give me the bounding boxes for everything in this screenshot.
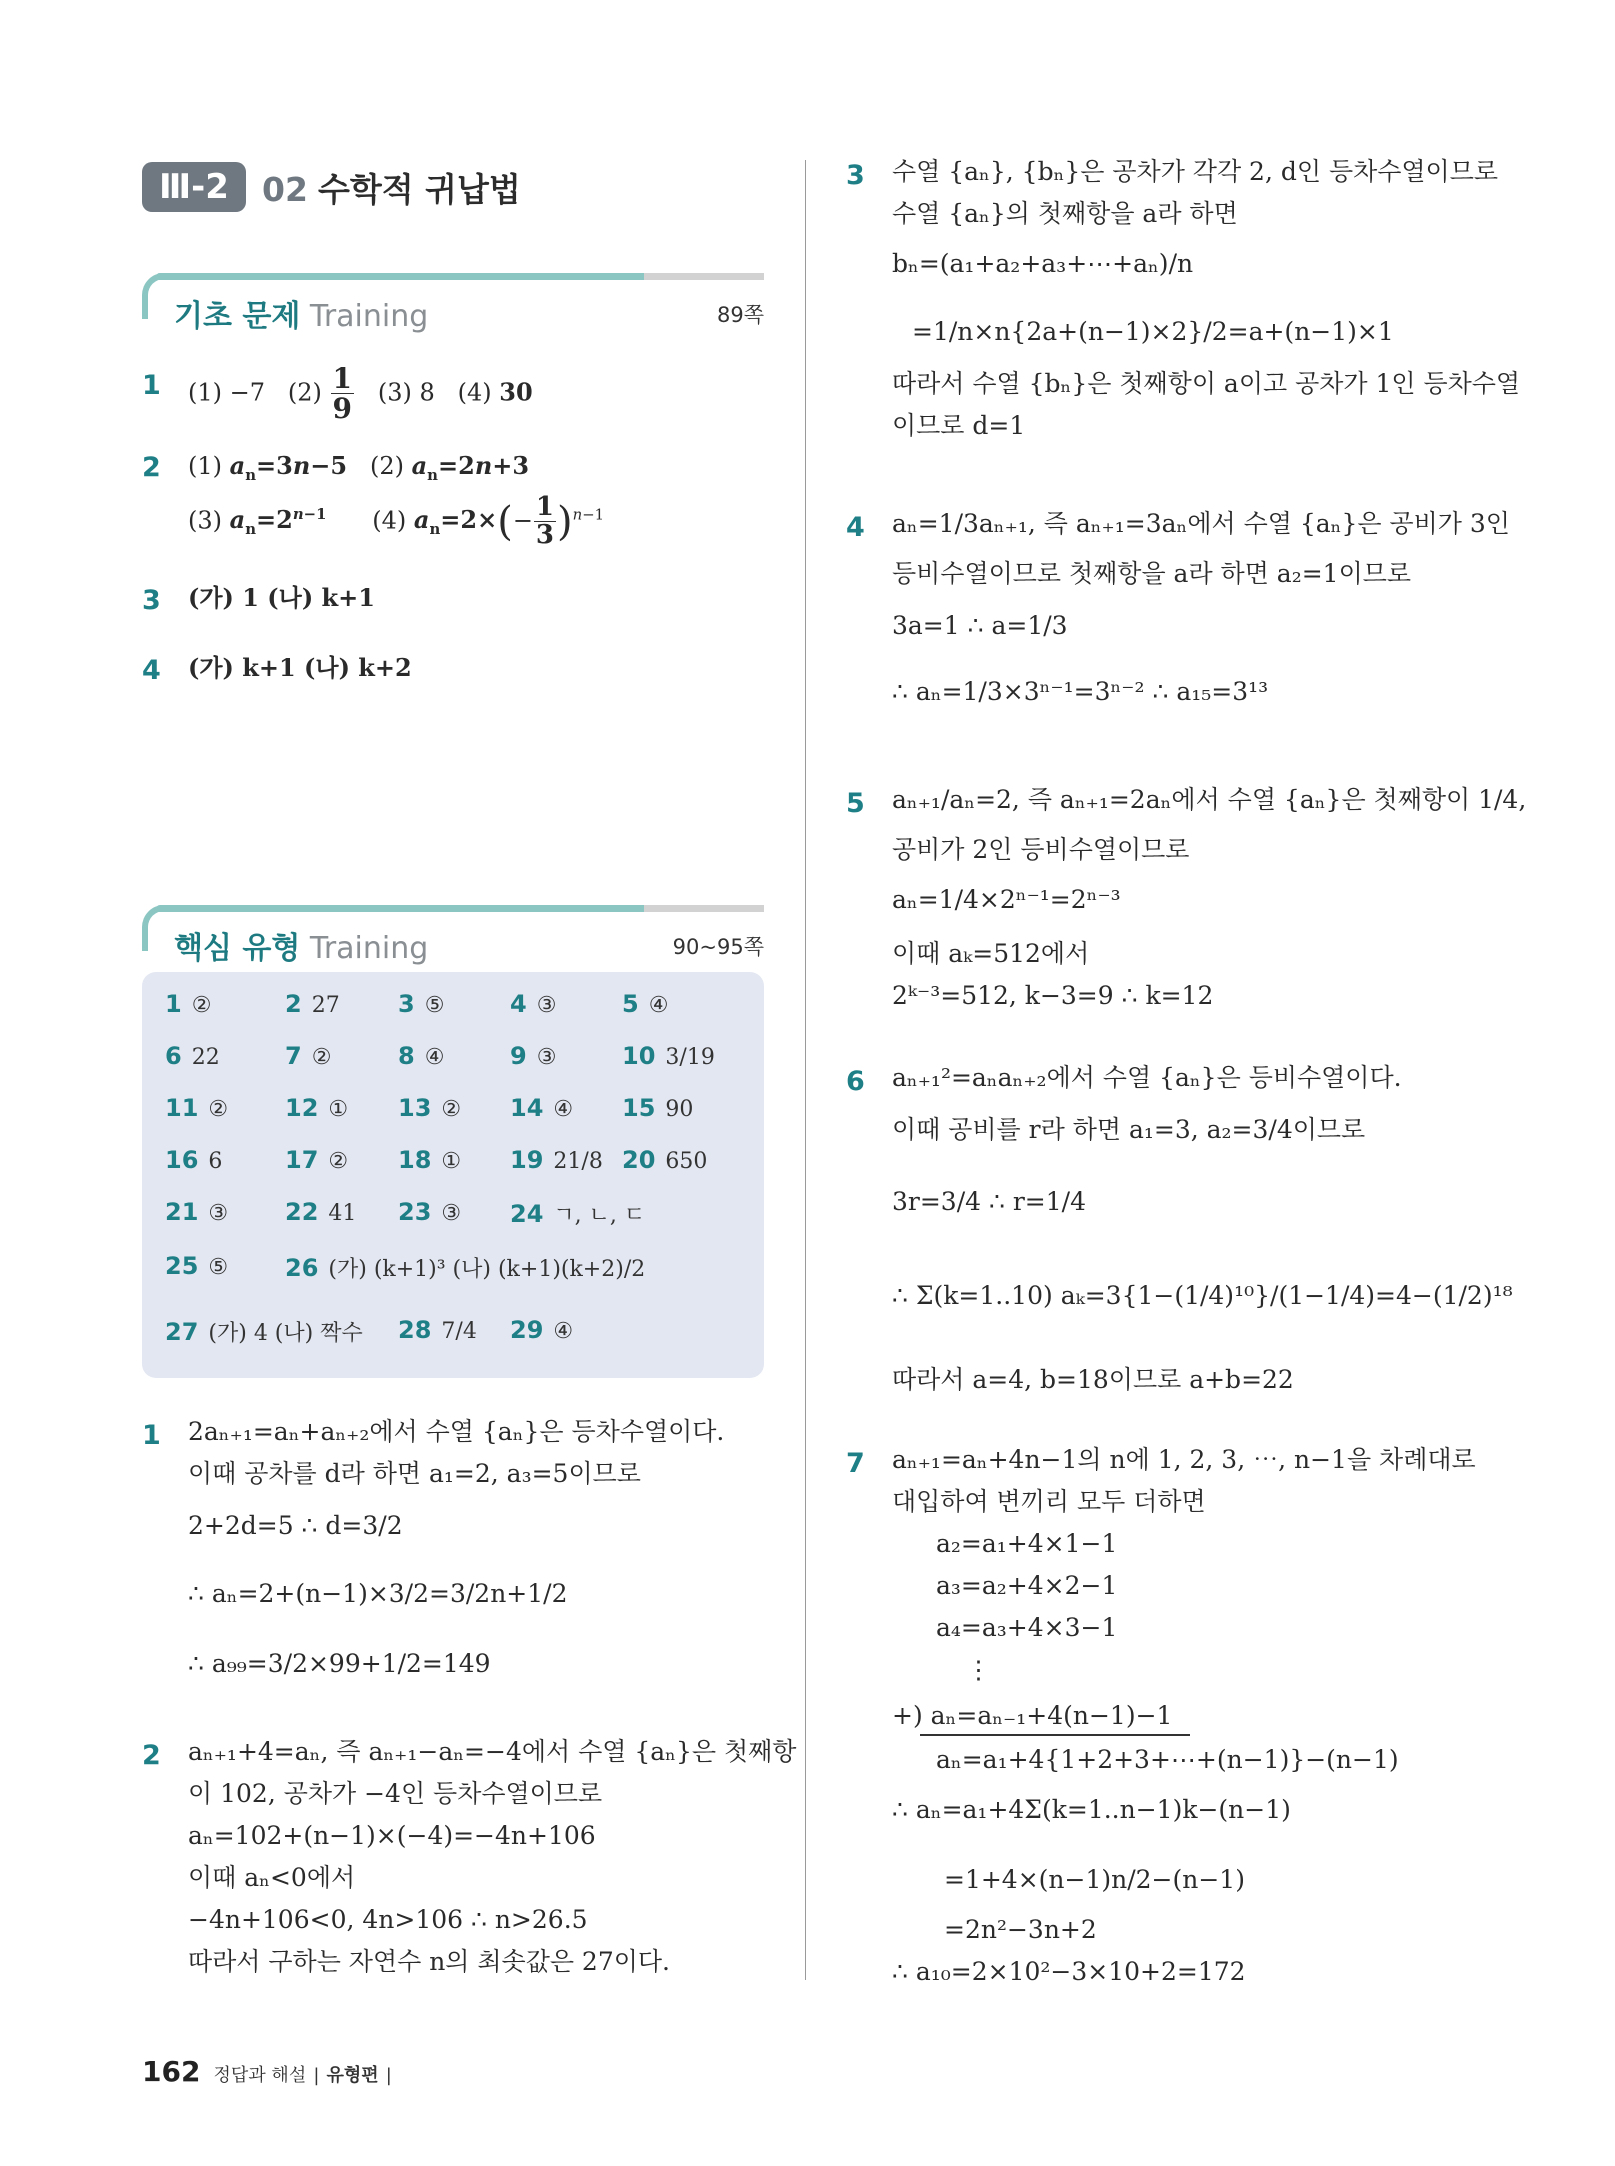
solution-line: ∴ Σ(k=1..10) aₖ=3{1−(1/4)¹⁰}/(1−1/4)=4−(1/2)¹⁸ xyxy=(892,1281,1513,1310)
core-answer-value: ② xyxy=(311,1045,332,1070)
solution-line: 이때 공비를 r라 하면 a₁=3, a₂=3/4이므로 xyxy=(892,1115,1366,1144)
column-divider xyxy=(805,160,806,1980)
core-answer-number: 26 xyxy=(285,1254,319,1282)
basic-title-en: Training xyxy=(309,299,429,334)
solution-line: 3r=3/4 ∴ r=1/4 xyxy=(892,1187,1086,1216)
basic-item-2-line1: (1) $a_n=3n-5$ (2) $a_n=2n+3$ xyxy=(188,451,530,484)
core-answer-number: 22 xyxy=(285,1198,319,1226)
core-answer-item xyxy=(510,1042,556,1070)
core-answer-value: ④ xyxy=(648,993,669,1018)
core-answer-number: 2 xyxy=(285,990,302,1018)
chapter-badge: Ⅲ-2 xyxy=(142,162,246,212)
core-answer-item xyxy=(165,1252,228,1280)
core-answer-number: 3 xyxy=(398,990,415,1018)
solution-line: 따라서 a=4, b=18이므로 a+b=22 xyxy=(892,1365,1294,1394)
solution-line: 등비수열이므로 첫째항을 a라 하면 a₂=1이므로 xyxy=(892,559,1412,588)
footer-label: 정답과 해설 xyxy=(213,2065,307,2086)
solution-number: 3 xyxy=(846,160,865,191)
core-answer-number: 18 xyxy=(398,1146,432,1174)
core-answer-number: 17 xyxy=(285,1146,319,1174)
core-answer-value: ④ xyxy=(553,1319,574,1344)
basic-section-header xyxy=(142,273,764,333)
core-answer-item xyxy=(510,1146,603,1174)
solution-line: aₙ=1/3aₙ₊₁, 즉 aₙ₊₁=3aₙ에서 수열 {aₙ}은 공비가 3인 xyxy=(892,509,1510,538)
footer-part: 유형편 xyxy=(326,2065,379,2086)
core-answer-item xyxy=(510,1316,573,1344)
core-answer-number: 1 xyxy=(165,990,182,1018)
solution-number: 5 xyxy=(846,788,865,819)
solution-line: ∴ a₉₉=3/2×99+1/2=149 xyxy=(188,1649,491,1678)
core-answer-number: 5 xyxy=(622,990,639,1018)
core-title-en: Training xyxy=(309,931,429,966)
solution-line: 수열 {aₙ}의 첫째항을 a라 하면 xyxy=(892,199,1238,228)
core-answer-value: 22 xyxy=(191,1045,220,1070)
core-answer-number: 4 xyxy=(510,990,527,1018)
solution-line: aₙ₊₁=aₙ+4n−1의 n에 1, 2, 3, ⋯, n−1을 차례대로 xyxy=(892,1445,1476,1474)
solution-line: ∴ aₙ=a₁+4Σ(k=1..n−1)k−(n−1) xyxy=(892,1795,1291,1824)
core-answer-value: (가) (k+1)³ (나) (k+1)(k+2)/2 xyxy=(328,1257,646,1282)
solution-line: +) aₙ=aₙ₋₁+4(n−1)−1 xyxy=(892,1701,1173,1730)
core-answer-item xyxy=(398,1042,444,1070)
solution-line: 이 102, 공차가 −4인 등차수열이므로 xyxy=(188,1779,603,1808)
solution-line: ∴ aₙ=1/3×3ⁿ⁻¹=3ⁿ⁻² ∴ a₁₅=3¹³ xyxy=(892,677,1269,706)
basic-item-2-line2: (3) $a_n=2^{n-1}$ (4) $a_n=2\times(-$ $\frac{1}{3}$ )$^{n-1}$ xyxy=(188,492,605,551)
core-answer-value: ② xyxy=(208,1097,229,1122)
core-answer-value: 90 xyxy=(665,1097,694,1122)
core-answer-value: 6 xyxy=(208,1149,223,1174)
sum-rule xyxy=(920,1734,1190,1736)
basic-page-ref: 89쪽 xyxy=(716,303,764,327)
core-answer-value: ① xyxy=(328,1097,349,1122)
solution-line: 이때 aₖ=512에서 xyxy=(892,939,1090,968)
solution-line: 수열 {aₙ}, {bₙ}은 공차가 각각 2, d인 등차수열이므로 xyxy=(892,157,1498,186)
core-answer-number: 29 xyxy=(510,1316,544,1344)
basic-item-number: 1 xyxy=(142,370,161,401)
solution-line: 공비가 2인 등비수열이므로 xyxy=(892,835,1190,864)
core-answer-item xyxy=(510,1198,645,1229)
solution-line: aₙ=102+(n−1)×(−4)=−4n+106 xyxy=(188,1821,596,1850)
solution-line: 3a=1 ∴ a=1/3 xyxy=(892,611,1068,640)
solution-line: 이때 공차를 d라 하면 a₁=2, a₃=5이므로 xyxy=(188,1459,641,1488)
core-answer-number: 6 xyxy=(165,1042,182,1070)
core-answer-item xyxy=(285,1252,645,1283)
basic-title: 기초 문제 xyxy=(174,299,301,334)
core-answer-value: 7/4 xyxy=(441,1319,477,1344)
solution-number: 7 xyxy=(846,1448,865,1479)
solution-line: ⋮ xyxy=(966,1655,991,1684)
core-answer-number: 21 xyxy=(165,1198,199,1226)
solution-line: 2aₙ₊₁=aₙ+aₙ₊₂에서 수열 {aₙ}은 등차수열이다. xyxy=(188,1417,725,1446)
solution-line: 따라서 수열 {bₙ}은 첫째항이 a이고 공차가 1인 등차수열 xyxy=(892,369,1521,398)
basic-item-number: 3 xyxy=(142,585,161,616)
solution-line: =2n²−3n+2 xyxy=(944,1915,1097,1944)
core-answer-value: 27 xyxy=(311,993,340,1018)
solution-line: a₄=a₃+4×3−1 xyxy=(936,1613,1118,1642)
core-answer-value: 21/8 xyxy=(553,1149,603,1174)
core-answer-item xyxy=(165,1042,220,1070)
core-answer-number: 7 xyxy=(285,1042,302,1070)
core-answer-item xyxy=(510,990,556,1018)
solution-line: =1/n×n{2a+(n−1)×2}/2=a+(n−1)×1 xyxy=(912,317,1394,346)
core-answer-number: 15 xyxy=(622,1094,656,1122)
solution-line: 이때 aₙ<0에서 xyxy=(188,1863,356,1892)
solution-line: a₃=a₂+4×2−1 xyxy=(936,1571,1118,1600)
core-answer-item xyxy=(285,1146,348,1174)
core-answer-item xyxy=(165,990,211,1018)
core-page-ref: 90~95쪽 xyxy=(672,935,764,959)
core-answer-value: ④ xyxy=(553,1097,574,1122)
core-answer-item xyxy=(165,1316,363,1347)
basic-item-3: (가) 1 (나) k+1 xyxy=(188,583,375,612)
basic-item-1: (1) −7 (2) $\frac{1}{9}$ (3) 8 (4) 30 xyxy=(188,362,533,426)
solution-line: 2ᵏ⁻³=512, k−3=9 ∴ k=12 xyxy=(892,981,1214,1010)
core-title: 핵심 유형 xyxy=(174,931,301,966)
core-answer-value: ③ xyxy=(536,1045,557,1070)
core-answer-item xyxy=(510,1094,573,1122)
core-answer-number: 27 xyxy=(165,1318,199,1346)
core-answer-number: 25 xyxy=(165,1252,199,1280)
core-answer-value: 650 xyxy=(665,1149,708,1174)
core-answer-item xyxy=(285,1042,331,1070)
core-answer-number: 10 xyxy=(622,1042,656,1070)
basic-item-4: (가) k+1 (나) k+2 xyxy=(188,653,412,682)
core-answer-item xyxy=(622,1146,707,1174)
core-answer-number: 9 xyxy=(510,1042,527,1070)
core-answer-item xyxy=(398,1198,461,1226)
core-answer-item xyxy=(622,1042,715,1070)
core-answer-value: ㄱ, ㄴ, ㄷ xyxy=(553,1203,646,1228)
solution-number: 4 xyxy=(846,512,865,543)
solution-line: aₙ₊₁+4=aₙ, 즉 aₙ₊₁−aₙ=−4에서 수열 {aₙ}은 첫째항 xyxy=(188,1737,797,1766)
solution-line: −4n+106<0, 4n>106 ∴ n>26.5 xyxy=(188,1905,588,1934)
solution-line: aₙ₊₁/aₙ=2, 즉 aₙ₊₁=2aₙ에서 수열 {aₙ}은 첫째항이 1/4, xyxy=(892,785,1527,814)
core-answer-value: ③ xyxy=(536,993,557,1018)
core-answer-value: ② xyxy=(328,1149,349,1174)
solution-line: 이므로 d=1 xyxy=(892,411,1026,440)
core-answer-value: 3/19 xyxy=(665,1045,715,1070)
solution-number: 2 xyxy=(142,1740,161,1771)
core-answer-item xyxy=(398,1094,461,1122)
core-answer-item xyxy=(285,1198,356,1226)
core-answer-number: 8 xyxy=(398,1042,415,1070)
solution-line: aₙ=a₁+4{1+2+3+⋯+(n−1)}−(n−1) xyxy=(936,1745,1399,1774)
core-answer-item xyxy=(398,1146,461,1174)
basic-item-number: 4 xyxy=(142,655,161,686)
core-answer-value: ② xyxy=(441,1097,462,1122)
solution-line: ∴ aₙ=2+(n−1)×3/2=3/2n+1/2 xyxy=(188,1579,568,1608)
page-number: 162 xyxy=(142,2055,201,2088)
core-answer-number: 14 xyxy=(510,1094,544,1122)
core-answer-value: (가) 4 (나) 짝수 xyxy=(208,1321,363,1346)
core-answer-number: 12 xyxy=(285,1094,319,1122)
solution-line: 대입하여 변끼리 모두 더하면 xyxy=(892,1487,1206,1516)
solution-line: bₙ=(a₁+a₂+a₃+⋯+aₙ)/n xyxy=(892,249,1194,278)
core-answer-item xyxy=(285,1094,348,1122)
core-answer-item xyxy=(165,1198,228,1226)
core-answer-number: 13 xyxy=(398,1094,432,1122)
core-answer-number: 23 xyxy=(398,1198,432,1226)
solution-line: a₂=a₁+4×1−1 xyxy=(936,1529,1118,1558)
core-answer-value: ③ xyxy=(441,1201,462,1226)
section-number: 02 xyxy=(262,170,308,209)
core-answer-value: ② xyxy=(191,993,212,1018)
core-answer-item xyxy=(165,1146,222,1174)
basic-item-number: 2 xyxy=(142,452,161,483)
solution-number: 6 xyxy=(846,1066,865,1097)
core-answer-item xyxy=(398,1316,477,1344)
core-answer-value: 41 xyxy=(328,1201,357,1226)
solution-line: aₙ₊₁²=aₙaₙ₊₂에서 수열 {aₙ}은 등비수열이다. xyxy=(892,1063,1402,1092)
solution-line: 따라서 구하는 자연수 n의 최솟값은 27이다. xyxy=(188,1947,670,1976)
core-answer-value: ① xyxy=(441,1149,462,1174)
core-answer-number: 16 xyxy=(165,1146,199,1174)
core-answer-number: 20 xyxy=(622,1146,656,1174)
solution-line: ∴ a₁₀=2×10²−3×10+2=172 xyxy=(892,1957,1246,1986)
solution-line: aₙ=1/4×2ⁿ⁻¹=2ⁿ⁻³ xyxy=(892,885,1121,914)
core-answer-item xyxy=(398,990,444,1018)
page-footer: 162 정답과 해설 | 유형편 | xyxy=(142,2055,392,2088)
core-answer-item xyxy=(622,1094,693,1122)
core-answer-value: ⑤ xyxy=(208,1255,229,1280)
section-title-text: 수학적 귀납법 xyxy=(317,170,521,209)
core-answer-number: 19 xyxy=(510,1146,544,1174)
section-title xyxy=(262,164,521,211)
core-answer-item xyxy=(285,990,340,1018)
core-answer-number: 28 xyxy=(398,1316,432,1344)
solution-line: =1+4×(n−1)n/2−(n−1) xyxy=(944,1865,1245,1894)
core-answer-value: ③ xyxy=(208,1201,229,1226)
core-answer-value: ⑤ xyxy=(424,993,445,1018)
core-section-header xyxy=(142,905,764,965)
core-answer-number: 24 xyxy=(510,1200,544,1228)
core-answer-item xyxy=(622,990,668,1018)
solution-number: 1 xyxy=(142,1420,161,1451)
core-answer-item xyxy=(165,1094,228,1122)
core-answer-number: 11 xyxy=(165,1094,199,1122)
core-answer-value: ④ xyxy=(424,1045,445,1070)
solution-line: 2+2d=5 ∴ d=3/2 xyxy=(188,1511,403,1540)
